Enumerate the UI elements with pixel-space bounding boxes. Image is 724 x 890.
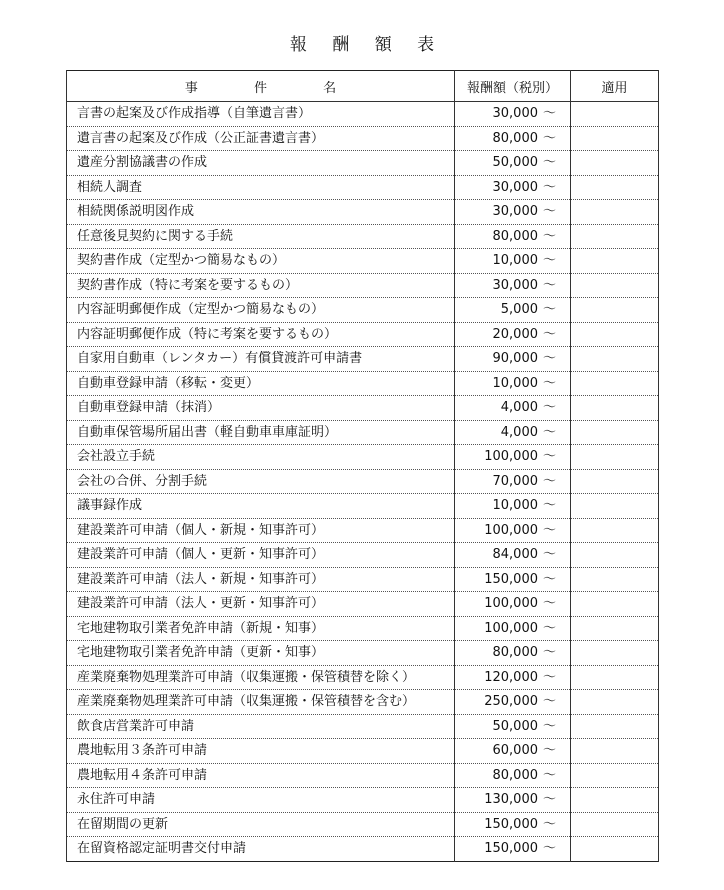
applied-cell [571,763,659,788]
matter-cell: 相続関係説明図作成 [67,200,455,225]
table-row [67,739,659,764]
fee-amount: 120,000 [484,669,538,685]
applied-cell [571,812,659,837]
fee-amount: 150,000 [484,841,538,857]
table-row [67,224,659,249]
fee-table [66,70,659,862]
applied-cell [571,543,659,568]
fee-cell [455,812,571,837]
fee-amount: 4,000 [500,424,538,440]
matter-cell: 自動車登録申請（抹消） [67,396,455,421]
table-row [67,665,659,690]
fee-tilde: ～ [542,179,556,195]
table-row [67,469,659,494]
table-row [67,494,659,519]
fee-tilde: ～ [542,792,556,808]
applied-cell [571,837,659,862]
matter-cell: 永住許可申請 [67,788,455,813]
table-row [67,641,659,666]
applied-cell [571,714,659,739]
table-row [67,175,659,200]
fee-cell [455,616,571,641]
fee-tilde: ～ [542,473,556,489]
matter-cell: 相続人調査 [67,175,455,200]
fee-amount: 100,000 [484,620,538,636]
fee-cell [455,322,571,347]
fee-cell [455,102,571,127]
applied-cell [571,175,659,200]
applied-cell [571,592,659,617]
applied-cell [571,616,659,641]
table-row [67,347,659,372]
fee-tilde: ～ [542,326,556,342]
fee-tilde: ～ [542,620,556,636]
fee-cell [455,763,571,788]
applied-cell [571,469,659,494]
table-row [67,420,659,445]
applied-cell [571,151,659,176]
applied-cell [571,788,659,813]
fee-tilde: ～ [542,816,556,832]
table-row [67,714,659,739]
matter-cell: 建設業許可申請（法人・新規・知事許可） [67,567,455,592]
fee-cell [455,200,571,225]
fee-tilde: ～ [542,743,556,759]
matter-cell: 契約書作成（定型かつ簡易なもの） [67,249,455,274]
applied-cell [571,739,659,764]
fee-cell [455,469,571,494]
fee-tilde: ～ [542,204,556,220]
fee-amount: 70,000 [492,473,538,489]
fee-amount: 10,000 [492,498,538,514]
applied-cell [571,347,659,372]
fee-cell [455,494,571,519]
table-row [67,788,659,813]
table-row [67,592,659,617]
matter-cell: 農地転用４条許可申請 [67,763,455,788]
fee-amount: 80,000 [492,228,538,244]
fee-amount: 30,000 [492,204,538,220]
fee-amount: 250,000 [484,694,538,710]
fee-cell [455,518,571,543]
matter-cell: 会社の合併、分割手続 [67,469,455,494]
table-row [67,690,659,715]
fee-cell [455,298,571,323]
applied-cell [571,224,659,249]
fee-cell [455,690,571,715]
fee-cell [455,273,571,298]
matter-cell: 在留資格認定証明書交付申請 [67,837,455,862]
matter-cell: 議事録作成 [67,494,455,519]
applied-cell [571,322,659,347]
fee-cell [455,249,571,274]
fee-cell [455,714,571,739]
applied-cell [571,494,659,519]
applied-cell [571,396,659,421]
fee-amount: 30,000 [492,106,538,122]
fee-amount: 5,000 [500,302,538,318]
matter-cell: 内容証明郵便作成（定型かつ簡易なもの） [67,298,455,323]
matter-cell: 会社設立手続 [67,445,455,470]
matter-cell: 産業廃棄物処理業許可申請（収集運搬・保管積替を含む） [67,690,455,715]
matter-cell: 自動車登録申請（移転・変更） [67,371,455,396]
fee-cell [455,371,571,396]
fee-tilde: ～ [542,302,556,318]
fee-amount: 90,000 [492,351,538,367]
fee-amount: 150,000 [484,571,538,587]
table-row [67,763,659,788]
fee-amount: 80,000 [492,645,538,661]
fee-amount: 10,000 [492,253,538,269]
fee-amount: 30,000 [492,277,538,293]
table-row [67,396,659,421]
fee-amount: 50,000 [492,155,538,171]
applied-cell [571,126,659,151]
fee-tilde: ～ [542,375,556,391]
fee-cell [455,788,571,813]
matter-cell: 自家用自動車（レンタカー）有償貸渡許可申請書 [67,347,455,372]
applied-cell [571,102,659,127]
fee-cell [455,592,571,617]
matter-cell: 在留期間の更新 [67,812,455,837]
table-row [67,543,659,568]
fee-amount: 10,000 [492,375,538,391]
fee-tilde: ～ [542,596,556,612]
fee-tilde: ～ [542,106,556,122]
matter-cell: 建設業許可申請（個人・新規・知事許可） [67,518,455,543]
fee-cell [455,175,571,200]
fee-tilde: ～ [542,547,556,563]
fee-tilde: ～ [542,498,556,514]
applied-cell [571,298,659,323]
table-row [67,567,659,592]
matter-cell: 契約書作成（特に考案を要するもの） [67,273,455,298]
page-title: 報 酬 額 表 [289,35,445,55]
applied-cell [571,249,659,274]
matter-cell: 産業廃棄物処理業許可申請（収集運搬・保管積替を除く） [67,665,455,690]
fee-tilde: ～ [542,645,556,661]
applied-cell [571,641,659,666]
applied-cell [571,420,659,445]
fee-tilde: ～ [542,253,556,269]
fee-amount: 4,000 [500,400,538,416]
matter-cell: 遺言書の起案及び作成（公正証書遺言書） [67,126,455,151]
fee-amount: 80,000 [492,767,538,783]
fee-cell [455,739,571,764]
table-row [67,518,659,543]
fee-cell [455,567,571,592]
fee-amount: 100,000 [484,522,538,538]
table-row [67,200,659,225]
fee-cell [455,665,571,690]
matter-cell: 自動車保管場所届出書（軽自動車車庫証明） [67,420,455,445]
applied-cell [571,567,659,592]
fee-amount: 50,000 [492,718,538,734]
table-row [67,371,659,396]
fee-tilde: ～ [542,767,556,783]
fee-cell [455,445,571,470]
matter-cell: 言書の起案及び作成指導（自筆遺言書） [67,102,455,127]
fee-amount: 150,000 [484,816,538,832]
fee-cell [455,224,571,249]
fee-tilde: ～ [542,277,556,293]
matter-cell: 遺産分割協議書の作成 [67,151,455,176]
fee-tilde: ～ [542,400,556,416]
table-row [67,616,659,641]
table-row [67,102,659,127]
fee-tilde: ～ [542,522,556,538]
fee-tilde: ～ [542,228,556,244]
fee-amount: 100,000 [484,596,538,612]
fee-amount: 100,000 [484,449,538,465]
table-row [67,273,659,298]
table-row [67,298,659,323]
fee-cell [455,126,571,151]
table-row [67,837,659,862]
applied-cell [571,273,659,298]
fee-tilde: ～ [542,841,556,857]
fee-amount: 20,000 [492,326,538,342]
matter-cell: 建設業許可申請（法人・更新・知事許可） [67,592,455,617]
fee-cell [455,151,571,176]
fee-amount: 30,000 [492,179,538,195]
fee-tilde: ～ [542,449,556,465]
fee-amount: 80,000 [492,130,538,146]
header-matter: 事 件 名 [67,71,455,102]
fee-cell [455,837,571,862]
fee-cell [455,543,571,568]
table-row [67,151,659,176]
matter-cell: 内容証明郵便作成（特に考案を要するもの） [67,322,455,347]
table-row [67,812,659,837]
fee-tilde: ～ [542,130,556,146]
table-row [67,322,659,347]
table-header-row [67,71,659,102]
applied-cell [571,200,659,225]
applied-cell [571,371,659,396]
fee-amount: 60,000 [492,743,538,759]
applied-cell [571,690,659,715]
fee-tilde: ～ [542,718,556,734]
matter-cell: 建設業許可申請（個人・更新・知事許可） [67,543,455,568]
applied-cell [571,445,659,470]
fee-tilde: ～ [542,694,556,710]
fee-tilde: ～ [542,424,556,440]
fee-cell [455,420,571,445]
fee-cell [455,641,571,666]
matter-cell: 農地転用３条許可申請 [67,739,455,764]
fee-amount: 130,000 [484,792,538,808]
fee-tilde: ～ [542,155,556,171]
fee-cell [455,396,571,421]
matter-cell: 宅地建物取引業者免許申請（更新・知事） [67,641,455,666]
header-applied: 適用 [571,71,659,102]
fee-tilde: ～ [542,351,556,367]
fee-tilde: ～ [542,669,556,685]
header-fee: 報酬額（税別） [455,71,571,102]
matter-cell: 任意後見契約に関する手続 [67,224,455,249]
table-row [67,249,659,274]
applied-cell [571,665,659,690]
table-row [67,445,659,470]
applied-cell [571,518,659,543]
matter-cell: 宅地建物取引業者免許申請（新規・知事） [67,616,455,641]
table-row [67,126,659,151]
matter-cell: 飲食店営業許可申請 [67,714,455,739]
fee-tilde: ～ [542,571,556,587]
fee-amount: 84,000 [492,547,538,563]
fee-cell [455,347,571,372]
